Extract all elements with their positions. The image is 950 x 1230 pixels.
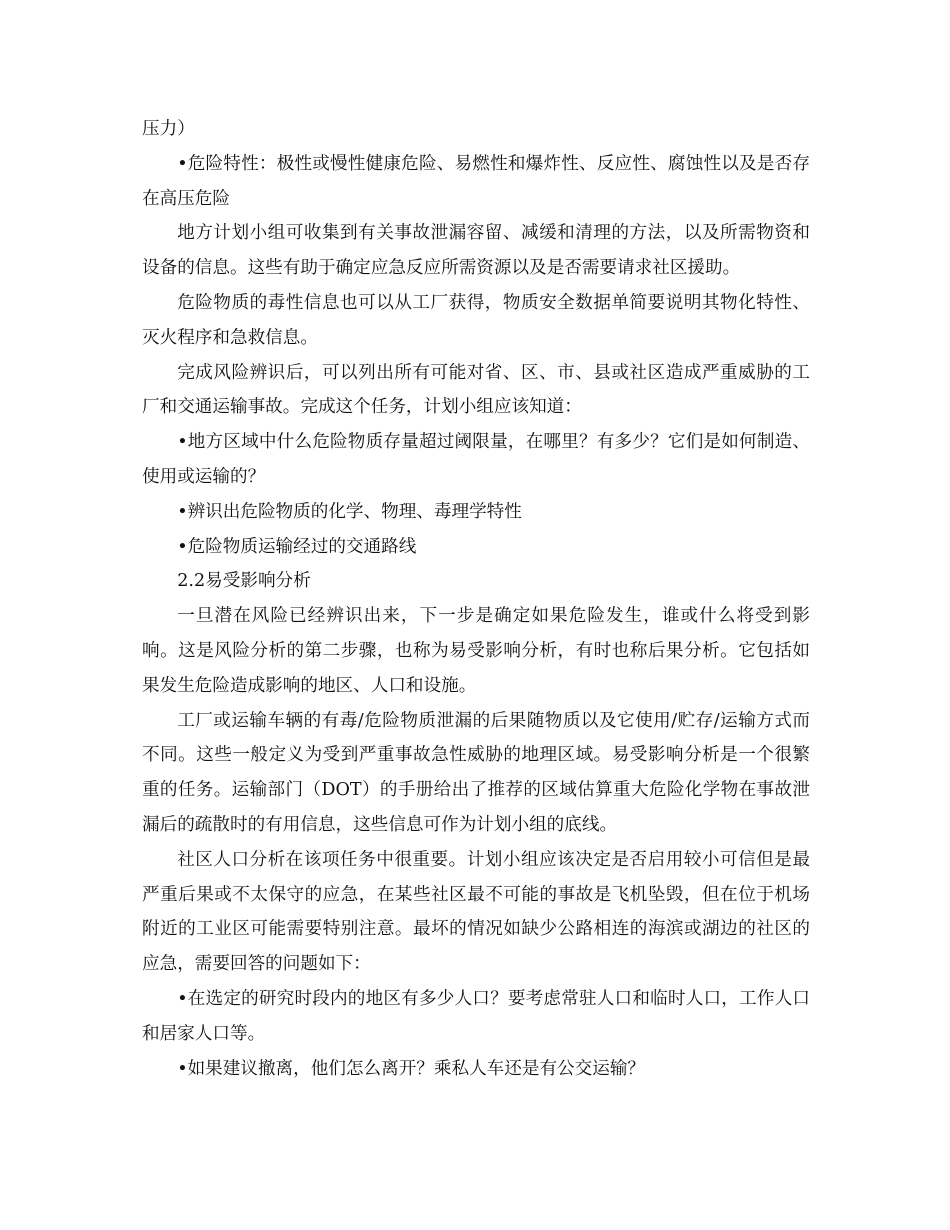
bullet-evacuation-means: •如果建议撤离，他们怎么离开？乘私人车还是有公交运输？ <box>177 1058 646 1079</box>
bullet-population-count: •在选定的研究时段内的地区有多少人口？要考虑常驻人口和临时人口，工作人口和居家人口等。 <box>142 988 810 1044</box>
bullet-hazard-characteristics: •危险特性：极性或慢性健康危险、易燃性和爆炸性、反应性、腐蚀性以及是否存在高压危险 <box>142 153 810 209</box>
section-heading: 2.2易受影响分析 <box>177 571 311 592</box>
paragraph-continuation: 压力） <box>142 119 195 139</box>
document-page <box>142 112 810 1086</box>
paragraph-planning-group-info: 地方计划小组可收集到有关事故泄漏容留、减缓和清理的方法，以及所需物资和设备的信息。这些有助于确定应急反应所需资源以及是否需要请求社区援助。 <box>142 223 810 279</box>
paragraph-vulnerability-intro: 一旦潜在风险已经辨识出来，下一步是确定如果危险发生，谁或什么将受到影响。这是风险分析的第二步骤，也称为易受影响分析，有时也称后果分析。它包括如果发生危险造成影响的地区、人口和设施。 <box>142 606 810 696</box>
bullet-transport-routes: •危险物质运输经过的交通路线 <box>177 536 417 557</box>
paragraph-population-analysis: 社区人口分析在该项任务中很重要。计划小组应该决定是否启用较小可信但是最严重后果或不太保守的应急，在某些社区最不可能的事故是飞机坠毁，但在位于机场附近的工业区可能需要特别注意。最坏的情况如缺少公路相连的海滨或湖边的社区的应急，需要回答的问题如下： <box>142 849 810 975</box>
paragraph-toxicity-info: 危险物质的毒性信息也可以从工厂获得，物质安全数据单简要说明其物化特性、灭火程序和急救信息。 <box>142 292 810 348</box>
bullet-substance-properties: •辨识出危险物质的化学、物理、毒理学特性 <box>177 501 522 522</box>
paragraph-risk-identification: 完成风险辨识后，可以列出所有可能对省、区、市、县或社区造成严重威胁的工厂和交通运输事故。完成这个任务，计划小组应该知道： <box>142 362 810 418</box>
bullet-hazardous-inventory: •地方区域中什么危险物质存量超过阈限量，在哪里？有多少？它们是如何制造、使用或运输的？ <box>142 432 810 487</box>
paragraph-release-consequences: 工厂或运输车辆的有毒/危险物质泄漏的后果随物质以及它使用/贮存/运输方式而不同。这些一般定义为受到严重事故急性威胁的地理区域。易受影响分析是一个很繁重的任务。运输部门（DOT）的手册给出了推荐的区域估算重大危险化学物在事故泄漏后的疏散时的有用信息，这些信息可作为计划小组的底线。 <box>142 710 810 835</box>
